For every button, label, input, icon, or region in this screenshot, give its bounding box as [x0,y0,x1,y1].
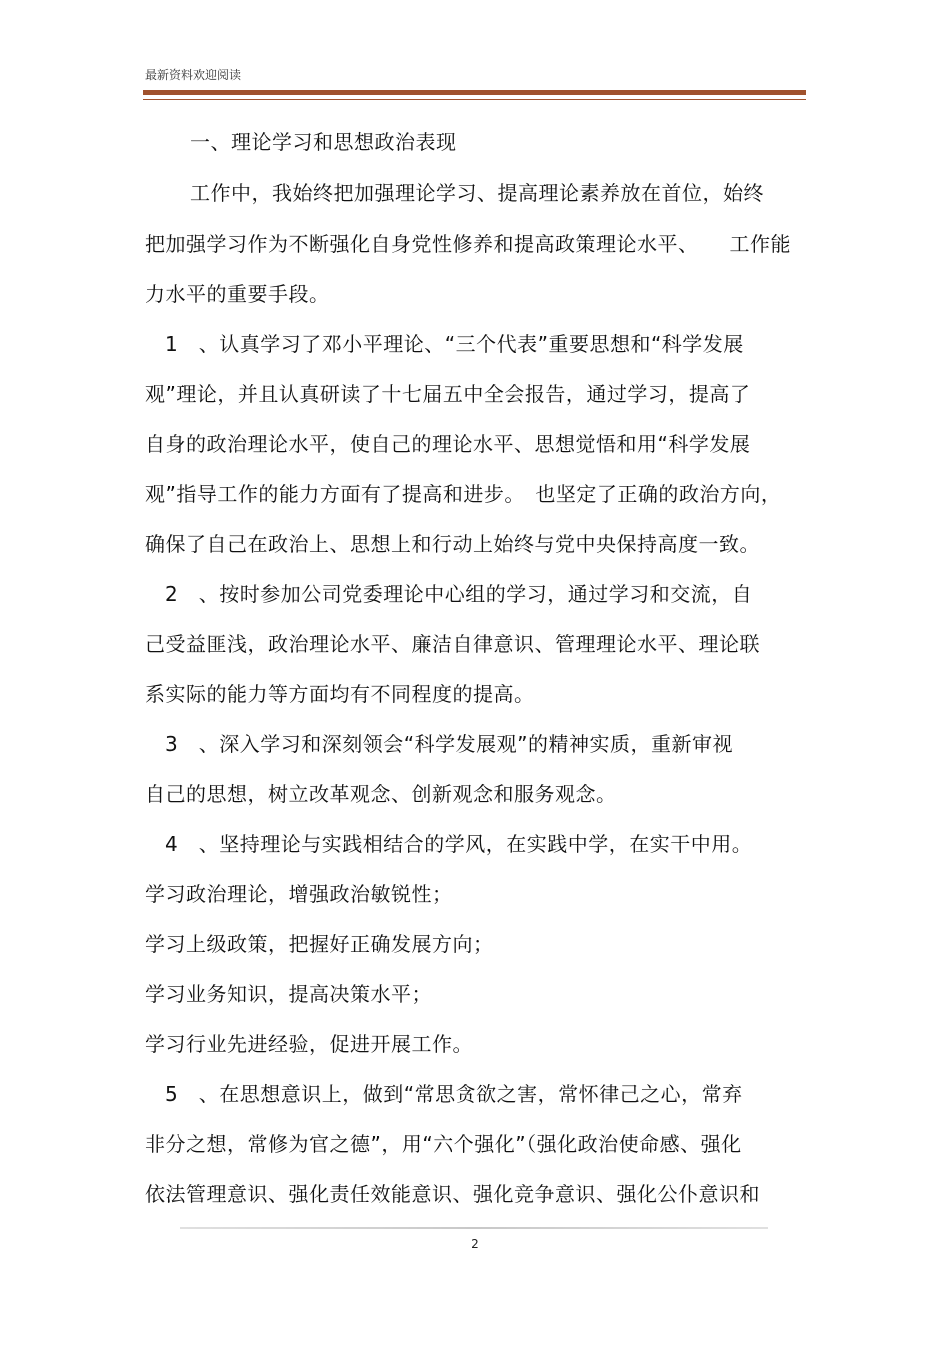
paragraph-line: 自身的政治理论水平，使自己的理论水平、思想觉悟和用“科学发展 [145,432,751,456]
paragraph-line: 学习行业先进经验，促进开展工作。 [145,1032,473,1056]
page-header: 最新资料欢迎阅读 [145,68,242,82]
footer-rule [180,1227,768,1229]
header-rule-thin [143,99,806,100]
list-item-5: 5 、在思想意识上，做到“常思贪欲之害，常怀律己之心，常弃 [165,1082,743,1106]
paragraph-line: 系实际的能力等方面均有不同程度的提高。 [145,682,535,706]
paragraph-line: 工作中，我始终把加强理论学习、提高理论素养放在首位，始终 [190,181,764,205]
paragraph-line: 观”理论，并且认真研读了十七届五中全会报告，通过学习，提高了 [145,382,751,406]
paragraph-line: 把加强学习作为不断强化自身党性修养和提高政策理论水平、 工作能 [145,232,791,256]
paragraph-line: 力水平的重要手段。 [145,282,330,306]
section-heading: 一、理论学习和思想政治表现 [190,130,457,154]
paragraph-line: 依法管理意识、强化责任效能意识、强化竞争意识、强化公仆意识和 [145,1182,760,1206]
paragraph-line: 学习业务知识，提高决策水平； [145,982,432,1006]
paragraph-line: 学习政治理论，增强政治敏锐性； [145,882,453,906]
list-item-1: 1 、认真学习了邓小平理论、“三个代表”重要思想和“科学发展 [165,332,744,356]
page-number: 2 [471,1237,479,1251]
list-item-2: 2 、按时参加公司党委理论中心组的学习，通过学习和交流，自 [165,582,753,606]
paragraph-line: 己受益匪浅，政治理论水平、廉洁自律意识、管理理论水平、理论联 [145,632,760,656]
paragraph-line: 自己的思想，树立改革观念、创新观念和服务观念。 [145,782,617,806]
list-item-4: 4 、坚持理论与实践相结合的学风，在实践中学，在实干中用。 [165,832,753,856]
list-item-3: 3 、深入学习和深刻领会“科学发展观”的精神实质，重新审视 [165,732,733,756]
paragraph-line: 观”指导工作的能力方面有了提高和进步。 也坚定了正确的政治方向， [145,482,782,506]
paragraph-line: 确保了自己在政治上、思想上和行动上始终与党中央保持高度一致。 [145,532,760,556]
paragraph-line: 学习上级政策，把握好正确发展方向； [145,932,494,956]
header-rule [143,90,806,95]
paragraph-line: 非分之想，常修为官之德”，用“六个强化”（强化政治使命感、强化 [145,1132,742,1156]
